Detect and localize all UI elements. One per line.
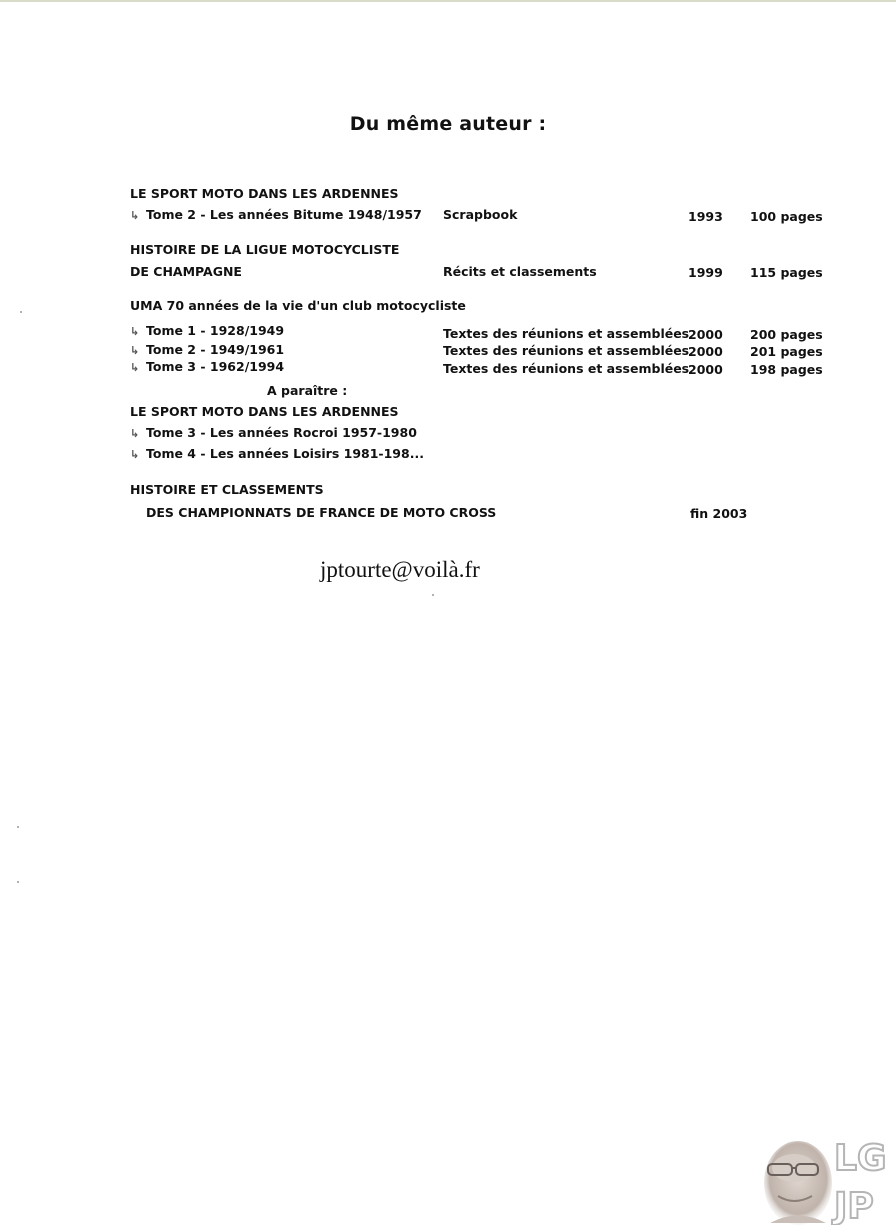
item-label: Tome 2 - 1949/1961 [146, 342, 285, 357]
item-year: 2000 [688, 362, 723, 377]
arrow-hook-icon: ↳ [130, 209, 140, 222]
list-item [130, 323, 284, 338]
book-subtitle: DES CHAMPIONNATS DE FRANCE DE MOTO CROSS [146, 505, 497, 520]
author-email: jptourte@voilà.fr [320, 557, 480, 582]
arrow-hook-icon: ↳ [130, 448, 140, 461]
scan-speck [20, 311, 22, 313]
author-logo [760, 1128, 896, 1225]
item-label: Tome 3 - Les années Rocroi 1957-1980 [146, 425, 417, 440]
scan-speck [432, 594, 434, 596]
item-type: Textes des réunions et assemblées [443, 343, 690, 358]
list-item [130, 342, 284, 357]
item-year: 2000 [688, 327, 723, 342]
scan-speck [17, 826, 19, 828]
page-heading: Du même auteur : [349, 113, 547, 135]
item-pages: 100 pages [750, 209, 823, 224]
book-title: HISTOIRE ET CLASSEMENTS [130, 482, 324, 497]
list-item [130, 207, 422, 222]
item-pages: 198 pages [750, 362, 823, 377]
book-subtitle: DE CHAMPAGNE [130, 264, 242, 279]
svg-text:LG: LG [834, 1138, 887, 1179]
arrow-hook-icon: ↳ [130, 344, 140, 357]
list-item [130, 446, 424, 461]
list-item [130, 359, 284, 374]
item-pages: 200 pages [750, 327, 823, 342]
item-pages: 201 pages [750, 344, 823, 359]
scan-speck [17, 881, 19, 883]
item-year: fin 2003 [690, 506, 748, 521]
item-year: 1993 [688, 209, 723, 224]
item-label: Tome 1 - 1928/1949 [146, 323, 285, 338]
book-title: LE SPORT MOTO DANS LES ARDENNES [130, 186, 399, 201]
item-type: Scrapbook [443, 207, 518, 222]
book-title: LE SPORT MOTO DANS LES ARDENNES [130, 404, 399, 419]
book-title: UMA 70 années de la vie d'un club motocycliste [130, 298, 466, 313]
item-pages: 115 pages [750, 265, 823, 280]
arrow-hook-icon: ↳ [130, 427, 140, 440]
item-type: Textes des réunions et assemblées [443, 361, 690, 376]
item-year: 1999 [688, 265, 723, 280]
item-year: 2000 [688, 344, 723, 359]
list-item [130, 425, 417, 440]
item-type: Textes des réunions et assemblées [443, 326, 690, 341]
arrow-hook-icon: ↳ [130, 361, 140, 374]
svg-text:JP: JP [834, 1186, 874, 1225]
item-label: Tome 4 - Les années Loisirs 1981-198... [146, 446, 424, 461]
book-title: HISTOIRE DE LA LIGUE MOTOCYCLISTE [130, 242, 400, 257]
upcoming-label: A paraître : [267, 383, 348, 398]
item-type: Récits et classements [443, 264, 597, 279]
arrow-hook-icon: ↳ [130, 325, 140, 338]
top-edge-line [0, 0, 896, 2]
item-label: Tome 2 - Les années Bitume 1948/1957 [146, 207, 422, 222]
item-label: Tome 3 - 1962/1994 [146, 359, 285, 374]
